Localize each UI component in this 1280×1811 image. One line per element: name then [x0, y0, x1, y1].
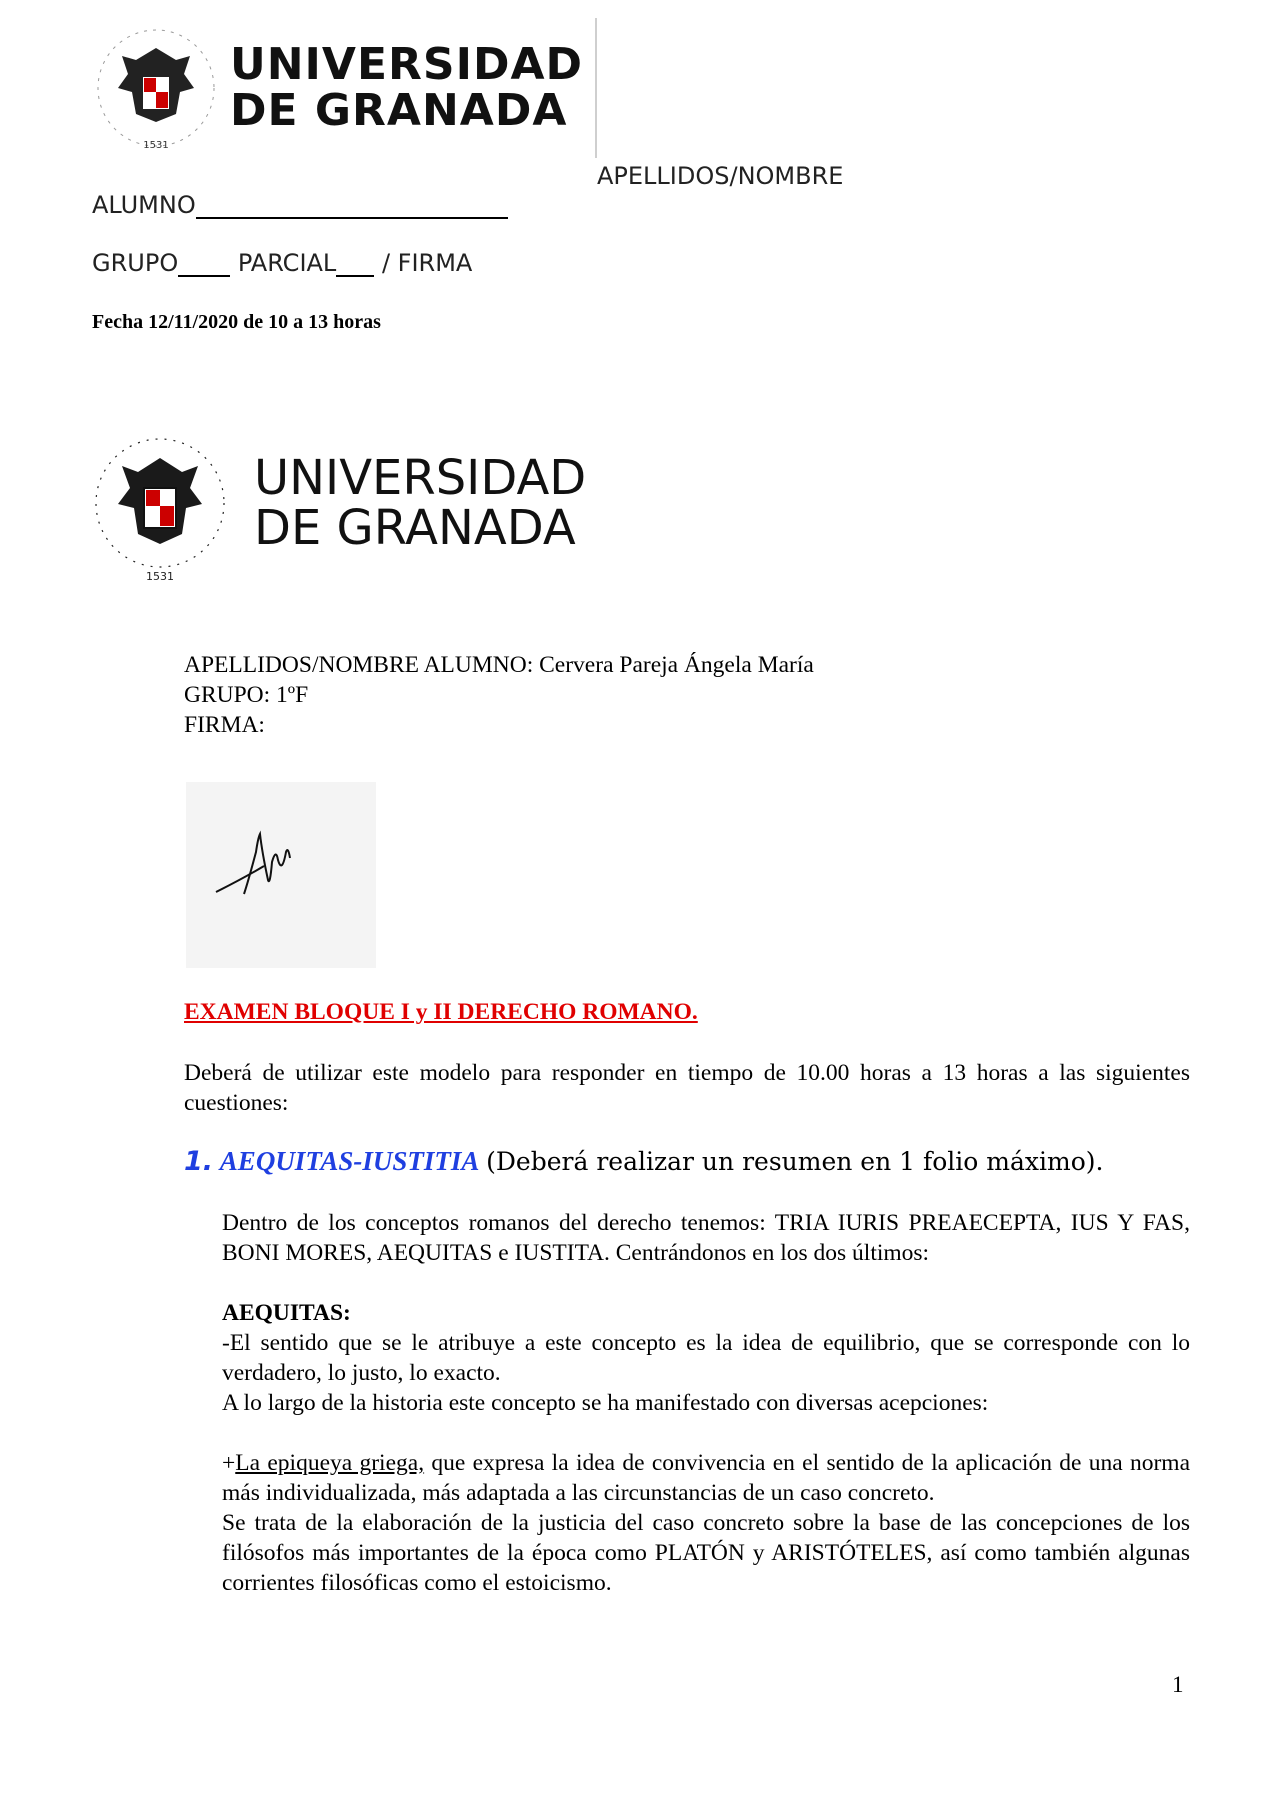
svg-text:1531: 1531	[143, 140, 169, 151]
student-firma-label: FIRMA:	[184, 712, 265, 738]
aequitas-paragraph-1: -El sentido que se le atribuye a este concepto es la idea de equilibrio, que se corresponde con lo verdadero, lo justo, lo exacto.	[222, 1330, 1190, 1386]
university-logo-top	[92, 18, 583, 158]
epiqueya-paragraph-2: Se trata de la elaboración de la justicia del caso concreto sobre la base de las concepciones de los filósofos más importantes de la época como PLATÓN y ARISTÓTELES, así como también algunas corrientes filosóficas como el estoicismo.	[222, 1510, 1190, 1596]
logo2-line2: DE GRANADA	[254, 500, 576, 556]
aequitas-heading: AEQUITAS:	[222, 1300, 351, 1326]
signature-icon	[186, 782, 376, 968]
exam-instructions: Deberá de utilizar este modelo para responder en tiempo de 10.00 horas a 13 horas a las siguientes cuestiones:	[184, 1060, 1190, 1116]
grupo-label: GRUPO	[92, 249, 179, 277]
epiqueya-paragraph	[222, 1448, 1190, 1508]
alumno-underline	[196, 195, 508, 219]
exam-date: Fecha 12/11/2020 de 10 a 13 horas	[92, 311, 381, 333]
alumno-field	[92, 191, 508, 219]
logo-line2: DE GRANADA	[230, 85, 568, 136]
signature-image	[186, 782, 376, 968]
grupo-underline	[178, 253, 230, 277]
apellidos-label: APELLIDOS/NOMBRE	[597, 162, 844, 190]
answer-body	[222, 1208, 1190, 1598]
student-name: APELLIDOS/NOMBRE ALUMNO: Cervera Pareja Ángela María	[184, 652, 814, 678]
question-1-title: AEQUITAS-IUSTITIA	[219, 1146, 480, 1176]
student-group: GRUPO: 1ºF	[184, 682, 309, 708]
parcial-label: PARCIAL	[237, 249, 337, 277]
epiqueya-prefix: +	[222, 1450, 236, 1476]
intro-paragraph: Dentro de los conceptos romanos del derecho tenemos: TRIA IURIS PREAECEPTA, IUS Y FAS, BONI MORES, AEQUITAS e IUSTITA. Centrándonos en los dos últimos:	[222, 1210, 1190, 1266]
svg-text:1531: 1531	[146, 570, 174, 583]
epiqueya-term: La epiqueya griega,	[235, 1450, 425, 1476]
student-info	[184, 650, 814, 740]
parcial-underline	[336, 253, 374, 277]
question-1-heading	[184, 1146, 1103, 1177]
crest-icon	[92, 18, 220, 158]
logo-line1: UNIVERSIDAD	[230, 38, 584, 90]
logo2-line1: UNIVERSIDAD	[254, 449, 587, 506]
aequitas-paragraph-2: A lo largo de la historia este concepto se ha manifestado con diversas acepciones:	[222, 1390, 989, 1416]
alumno-label: ALUMNO	[92, 191, 196, 219]
university-logo-second	[90, 418, 586, 588]
page-number: 1	[1172, 1672, 1184, 1697]
crest-icon	[90, 418, 230, 588]
question-1-number: 1.	[184, 1146, 214, 1177]
exam-title: EXAMEN BLOQUE I y II DERECHO ROMANO.	[184, 999, 698, 1025]
grupo-parcial-firma	[92, 249, 472, 277]
question-1-note: (Deberá realizar un resumen en 1 folio máximo).	[486, 1147, 1104, 1176]
logo-divider	[595, 18, 597, 158]
firma-label: / FIRMA	[381, 249, 473, 277]
epiqueya-text: que expresa la idea de convivencia en el sentido de la aplicación de una norma más individualizada, más adaptada a las circunstancias de un caso concreto.	[222, 1450, 1190, 1506]
